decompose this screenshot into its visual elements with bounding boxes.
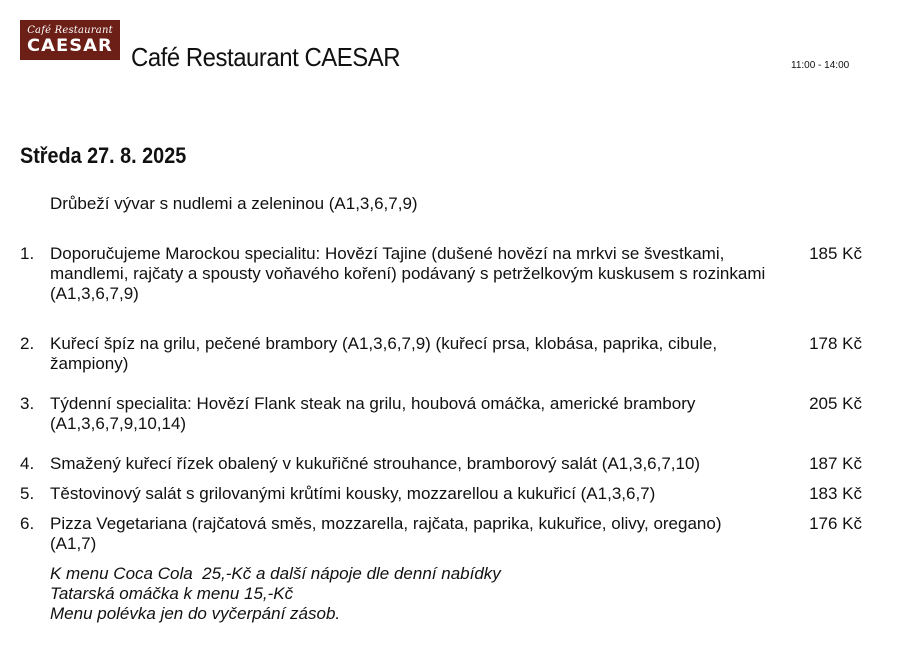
menu-item-number: 5.: [20, 484, 35, 503]
restaurant-logo: [20, 20, 120, 60]
menu-item-price: 183 Kč: [809, 484, 862, 503]
menu-item-description: Těstovinový salát s grilovanými krůtími kousky, mozzarellou a kukuřicí (A1,3,6,7): [50, 484, 656, 503]
menu-item-number: 4.: [20, 454, 35, 473]
note-soup-availability: Menu polévka jen do vyčerpání zásob.: [50, 604, 341, 623]
menu-item-price: 178 Kč: [809, 334, 862, 353]
menu-item-number: 2.: [20, 334, 35, 353]
menu-item-price: 205 Kč: [809, 394, 862, 413]
menu-item-description: Smažený kuřecí řízek obalený v kukuřičné strouhance, bramborový salát (A1,3,6,7,10): [50, 454, 701, 473]
menu-item-number: 6.: [20, 514, 35, 533]
menu-date-heading: Středa 27. 8. 2025: [20, 143, 187, 168]
menu-item-description: Kuřecí špíz na grilu, pečené brambory (A1,3,6,7,9) (kuřecí prsa, klobása, paprika, cibule, žampiony): [50, 334, 718, 373]
menu-notes: [50, 564, 501, 624]
menu-item-description: Pizza Vegetariana (rajčatová směs, mozzarella, rajčata, paprika, kukuřice, olivy, oregano) (A1,7): [50, 514, 722, 553]
note-drinks: K menu Coca Cola 25,-Kč a další nápoje dle denní nabídky: [50, 564, 501, 583]
restaurant-title: Café Restaurant CAESAR: [131, 42, 401, 72]
soup-of-the-day: Drůbeží vývar s nudlemi a zeleninou (A1,3,6,7,9): [50, 194, 418, 213]
menu-item-number: 1.: [20, 244, 35, 263]
menu-item-description: Týdenní specialita: Hovězí Flank steak na grilu, houbová omáčka, americké brambory (A1,3,6,7,9,10,14): [50, 394, 696, 433]
note-tartar-sauce: Tatarská omáčka k menu 15,-Kč: [50, 584, 294, 603]
logo-line-1: Café Restaurant: [27, 24, 113, 36]
menu-item-description: Doporučujeme Marockou specialitu: Hovězí Tajine (dušené hovězí na mrkvi se švestkami, mandlemi, rajčaty a spousty voňavého koření) podávaný s petrželkovým kuskusem s rozinkami (A1,3,6,7,9): [50, 244, 766, 303]
menu-item-price: 185 Kč: [809, 244, 862, 263]
logo-line-2: CAESAR: [27, 35, 113, 56]
opening-hours: 11:00 - 14:00: [791, 60, 850, 71]
menu-item-price: 176 Kč: [809, 514, 862, 533]
menu-item-price: 187 Kč: [809, 454, 862, 473]
menu-item-number: 3.: [20, 394, 35, 413]
